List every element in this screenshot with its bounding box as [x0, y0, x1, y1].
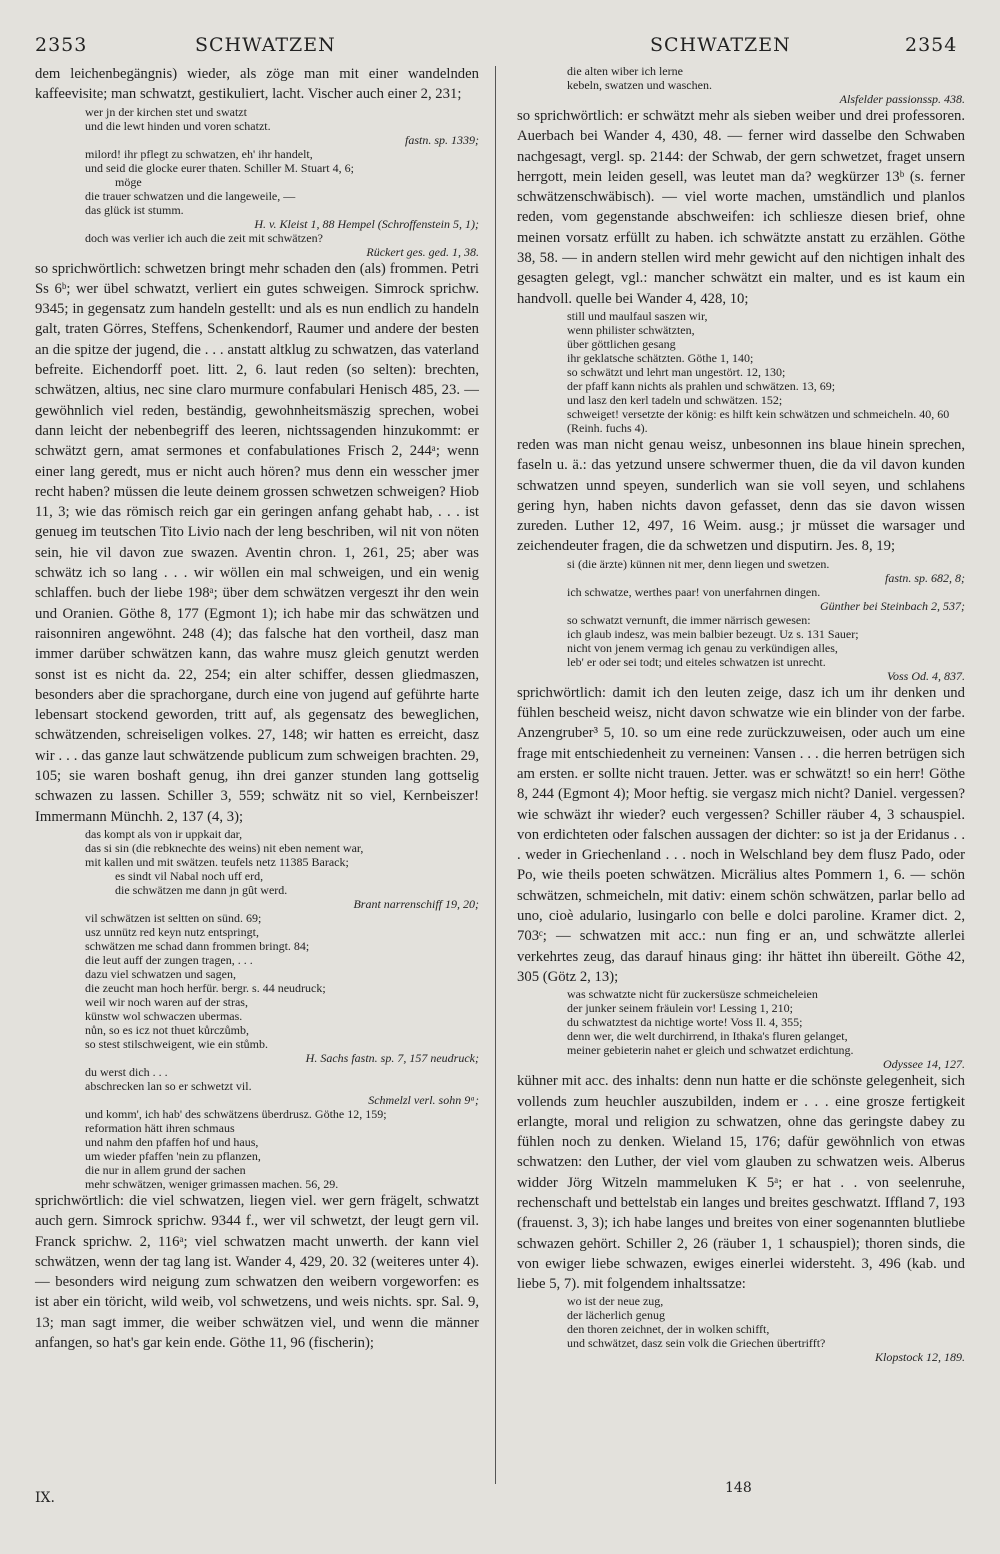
verse-line: der junker seinem fräulein vor! Lessing 1, 210;	[567, 1001, 793, 1016]
verse-line: die zeucht man hoch herfür. bergr. s. 44 neudruck;	[85, 980, 326, 995]
verse-line: wo ist der neue zug,	[567, 1294, 664, 1309]
verse-line: milord! ihr pflegt zu schwatzen, eh' ihr handelt,	[85, 146, 313, 161]
verse-line: schwätzen me schad dann frommen bringt. 84;	[85, 938, 310, 953]
verse-line: und seid die glocke eurer thaten. Schiller M. Stuart 4, 6;	[85, 160, 354, 175]
source-citation: H. v. Kleist 1, 88 Hempel (Schroffenstein 5, 1);	[254, 216, 479, 231]
source-citation: Günther bei Steinbach 2, 537;	[820, 598, 965, 613]
source-citation: fastn. sp. 682, 8;	[884, 570, 965, 585]
verse-line: ich schwatze, werthes paar! von unerfahrnen dingen.	[567, 584, 821, 599]
verse-line: und die lewt hinden und voren schatzt.	[85, 118, 271, 133]
verse-line: weil wir noch waren auf der stras,	[85, 994, 248, 1009]
verse-line: wenn philister schwätzten,	[567, 322, 695, 337]
verse-line: der lächerlich genug	[567, 1308, 665, 1323]
verse-line: reformation hätt ihren schmaus	[85, 1120, 235, 1135]
paragraph: dem leichenbegängnis) wieder, als zöge man mit einer wandelnden kaffeevisite; man schwatzt, gestikuliert, lacht. Vischer auch einer 2, 231;	[35, 66, 479, 103]
verse-line: was schwatzte nicht für zuckersüsze schmeicheleien	[567, 987, 818, 1002]
verse-line: usz unnütz red keyn nutz entspringt,	[85, 924, 259, 939]
verse-line: doch was verlier ich auch die zeit mit schwätzen?	[85, 230, 323, 245]
source-citation: Voss Od. 4, 837.	[886, 668, 965, 683]
verse-line: das kompt als von ir uppkait dar,	[85, 826, 243, 841]
source-citation: Odyssee 14, 127.	[883, 1057, 965, 1072]
verse-line: mehr schwätzen, weniger grimassen machen. 56, 29.	[85, 1176, 339, 1191]
source-citation: fastn. sp. 1339;	[404, 132, 479, 147]
verse-line: leb' er oder sei todt; und eiteles schwatzen ist unrecht.	[567, 654, 826, 669]
verse-line: so schwatzt vernunft, die immer närrisch gewesen:	[567, 612, 811, 627]
verse-line: das glück ist stumm.	[85, 202, 184, 217]
paragraph: kühner mit acc. des inhalts: denn nun hatte er die schönste gelegenheit, sich vollends zum heuchler auszubilden, indem er . . . eine grosze fertigkeit erlangte, moral und religion zu schwatzen, ohne das geringste dabey zu fühlen noch zu denken. Wieland 15, 176; dafür gewöhnlich von etwas schwatzen: den Luther, der viel vom glauben zu schwatzen weis. Alberus widder Jörg Witzeln mammeluken K 5ᵃ; er hat . . von seelenruhe, rechenschaft und bettelstab ein langes und breites geschwatzt. Iffland 7, 193 (frauenst. 3, 3); ich habe langes und breites von einer sogenannten blutliebe schwazen gehört. Schiller 2, 26 (räuber 1, 1 schauspiel); thoren sinds, die von ewiger liebe schwazen, ewiges einerlei widersteht. 3, 496 (kab. und liebe 5, 7). mit folgendem inhaltssatze:	[517, 1073, 965, 1293]
verse-line: dazu viel schwatzen und sagen,	[85, 966, 236, 981]
verse-line: das si sin (die rebknechte des weins) nit eben nement war,	[85, 840, 364, 855]
source-citation: Alsfelder passionssp. 438.	[839, 92, 965, 106]
verse-line: wer jn der kirchen stet und swatzt	[85, 104, 247, 119]
verse-line: ihr geklatsche schätzten. Göthe 1, 140;	[567, 350, 754, 365]
verse-line: die nur in allem grund der sachen	[85, 1162, 246, 1177]
verse-line: der pfaff kann nichts als prahlen und schwätzen. 13, 69;	[567, 378, 836, 393]
column-divider	[495, 66, 496, 1484]
verse-line: still und maulfaul saszen wir,	[567, 308, 708, 323]
verse-line: du schwatztest da nichtige worte! Voss Il. 4, 355;	[567, 1015, 803, 1030]
source-citation: Schmelzl verl. sohn 9ᵃ;	[368, 1092, 479, 1107]
verse-line: nicht von jenem vermag ich genau zu verkündigen alles,	[567, 640, 838, 655]
source-citation: H. Sachs fastn. sp. 7, 157 neudruck;	[305, 1050, 479, 1065]
verse-line: kebeln, swatzen und waschen.	[567, 78, 712, 92]
right-running-head: SCHWATZEN	[650, 34, 791, 56]
verse-line: denn wer, die welt durchirrend, in Ithaka's fluren gelanget,	[567, 1029, 848, 1044]
verse-line: die leut auff der zungen tragen, . . .	[85, 952, 253, 967]
verse-line: so schwätzt und lehrt man ungestört. 12, 130;	[567, 364, 786, 379]
verse-line: die alten wiber ich lerne	[567, 64, 683, 78]
verse-line: mit kallen und mit swätzen. teufels netz 11385 Barack;	[85, 854, 349, 869]
paragraph: sprichwörtlich: die viel schwatzen, liegen viel. wer gern frägelt, schwatzt auch gern. Simrock sprichw. 9344 f., wer vil schwetzt, der leugt gern vil. Franck sprichw. 2, 116ᵃ; viel schwatzen macht unwerth. der kann viel schwätzen, wenn der tag lang ist. Wander 4, 429, 20. 32 (weiteres unter 4). — besonders wird neigung zum schwatzen den weibern vorgeworfen: es ist aber ein töricht, wild weib, vol schwetzens, und weis nichts. spr. Sal. 9, 13; man sagt immer, die weiber schwätzen viel, und wenn die männer anfangen, so hat's gar kein ende. Göthe 11, 96 (fischerin);	[35, 1192, 479, 1351]
verse-line: künstw wol schwaczen ubermas.	[85, 1008, 243, 1023]
source-citation: Rückert ges. ged. 1, 38.	[366, 244, 479, 259]
right-page-number: 2354	[905, 34, 958, 56]
verse-line: und nahm den pfaffen hof und haus,	[85, 1134, 259, 1149]
paragraph: so sprichwörtlich: er schwätzt mehr als sieben weiber und drei professoren. Auerbach bei Wander 4, 430, 48. — ferner wird dasselbe den Schwaben nachgesagt, vergl. sp. 2144: der Schwab, der gern schwetzet, fraget unsern herrgott, mein leiden gesell, was leutet man da? wegkürzer 13ᵇ (s. ferner schwätzenschwäbisch). — viel worte machen, umständlich und planlos reden, vom gegenstande abschweifen: ich schliesze diesen brief, ohne meinen vorsatz erfüllt zu haben. ich schwätzte anstatt zu erzählen. Göthe 38, 58. — in andern stellen wird mehr gewicht auf den nichtigen inhalt des gesagten gelegt, vgl.: mancher schwätzt ein malter, und es ist kaum ein handvoll. quelle bei Wander 4, 428, 10;	[517, 108, 965, 307]
left-page-number: 2353	[35, 34, 88, 56]
sheet-number: 148	[725, 1480, 752, 1496]
paragraph: sprichwörtlich: damit ich den leuten zeige, dasz ich um ihr denken und fühlen bescheid weisz, nicht davon schwatze wie ein blinder von der farbe. Anzengruber³ 5, 10. so um eine rede zurückzuweisen, oder auch um eine frage mit entschiedenheit zu verneinen: Vansen . . . die herren betrügen sich am ersten. er sollte nicht trauen. Jetter. was er schwätzt! so ein herr! Göthe 8, 244 (Egmont 4); Moor heftig. sie vergasz mich nicht? Daniel. vergessen? wie schwäzt ihr wieder? euch vergessen? Schiller räuber 4, 3 schauspiel. von erdichteten oder falschen aussagen der dichter: so ist ja der Eridanus . . . weder in Griechenland . . . noch in Welschland bey dem flusz Pado, oder Po, wie theils poeten schwätzen. Micrälius altes Pommern 1, 6. — schön schwätzen, schmeicheln, mit dativ: einem schön schwätzen, parlar bello ad uno, cioè adulario, lusingarlo con belle e dolci paroline. Kramer dict. 2, 703ᶜ; — schwatzen mit acc.: nun fing er an, und schwätzte allerlei verkehrtes zeug, das darauf hinaus ging: ihr hättet ihn übereilt. Göthe 42, 305 (Götz 2, 13);	[517, 684, 965, 985]
verse-line: über göttlichen gesang	[567, 336, 676, 351]
verse-line: die trauer schwatzen und die langeweile, —	[85, 188, 296, 203]
signature-mark: IX.	[35, 1490, 55, 1506]
verse-line: nůn, so es icz not thuet kůrczůmb,	[85, 1022, 249, 1037]
verse-line: den thoren zeichnet, der in wolken schifft,	[567, 1322, 770, 1337]
paragraph: so sprichwörtlich: schwetzen bringt mehr schaden den (als) frommen. Petri Ss 6ᵇ; wer übel schwatzt, verliert ein gutes schweigen. Simrock sprichw. 9345; in gegensatz zum handeln gestellt: und als es nun endlich zu handeln galt, traten Görres, Steffens, Schenkendorf, Raumer und andere der besten an die spitze der jugend, die . . . anstatt altklug zu schwatzen, das vaterland befreite. Eichendorff poet. litt. 2, 6. laut reden (so selten): brechten, schwätzen, altius, nec sine claro murmure confabulari Henisch 485, 23. — gewöhnlich viel reden, beständig, gewohnheitsmäszig sprechen, wobei dann leicht der nebenbegriff des leeren, nichtssagenden hinzukommt: er schwätzt gern, amat sermones et confabulationes Frisch 2, 244ᵃ; wenn einer lang geredt, mus er nicht auch hören? mus denn ein wesscher jmer recht haben? müssen die leute deinem grossen schwetzen schweigen? Hiob 11, 3; wie das römisch reich gar ein geringen anfang gehabt hab, . . . ist genueg im teutschen Tito Livio nach der leng beschriben, wil nit von nöten sein, hie vil davon zue swazen. Aventin chron. 1, 261, 25; aber was schwätz ich so lang . . . wir wöllen ein mal schweigen, und ein wenig schlaffen. buch der liebe 198ᵃ; über dem schwätzen vergeszt ihr den wein und Oranien. Göthe 8, 177 (Egmont 1); ich habe mir das schwätzen und raisonniren angewöhnt. 248 (4); das falsche hat den vortheil, dasz man immer darüber schwätzen kann, das wahre musz gleich genutzt werden sonst ist es nicht da. 22, 254; ein alter schiffer, dessen gliedmaszen, besonders aber die sprachorgane, durch eine von jugend auf geführte harte lebensart stockend geworden, tritt auf, als gegensatz des beweglichen, schwätzenden, schreiseligen volkes. 27, 148; wir hatten es erreicht, dasz wir . . . das ganze laut schwätzende publicum zum schweigen brachten. 29, 105; sie waren boshaft genug, ihn drei ganzer stunden lang gottselig schwazen zu lassen. Schiller 3, 559; schwätz nit so viel, Kernbeiszer! Immermann Münchh. 2, 137 (4, 3);	[35, 260, 479, 825]
verse-line: und schwätzet, dasz sein volk die Griechen übertrifft?	[567, 1336, 826, 1351]
verse-line: so stest stilschweigent, wie ein stůmb.	[85, 1036, 268, 1051]
left-running-head: SCHWATZEN	[195, 34, 336, 56]
right-column	[517, 64, 965, 1364]
left-column	[35, 64, 479, 1353]
verse-line: und lasz den kerl tadeln und schwätzen. 152;	[567, 392, 783, 407]
verse-line: ich glaub indesz, was mein balbier bezeugt. Uz s. 131 Sauer;	[567, 626, 859, 641]
verse-line: möge	[115, 174, 142, 189]
verse-line: es sindt vil Nabal noch uff erd,	[115, 868, 264, 883]
verse-line: abschrecken lan so er schwetzt vil.	[85, 1078, 252, 1093]
verse-line: um wieder pfaffen 'nein zu pflanzen,	[85, 1148, 261, 1163]
verse-line: si (die ärzte) künnen nit mer, denn liegen und swetzen.	[567, 556, 830, 571]
source-citation: Klopstock 12, 189.	[875, 1350, 965, 1365]
verse-line: vil schwätzen ist seltten on sünd. 69;	[85, 910, 262, 925]
paragraph: reden was man nicht genau weisz, unbesonnen ins blaue hinein sprechen, faseln u. ä.: das yetzund unsere schwermer thuen, die da vil davon kunden schwatzen unnd speyen, sunderlich wan sie voll seyen, und schlahens gering hyn, haben nichts davon gefasset, denn das sie davon wissen zureden. Luther 12, 497, 16 Weim. ausg.; jr müsset die warsager und zeichendeuter fragen, die da schwetzen und disputirn. Jes. 8, 19;	[517, 436, 965, 555]
verse-line: die schwätzen me dann jn gût werd.	[115, 882, 288, 897]
verse-line: schweiget! versetzte der könig: es hilft kein schwätzen und schmeicheln. 40, 60 (Reinh. fuchs 4).	[567, 406, 950, 435]
verse-line: meiner gebieterin nahet er gleich und schwatzet erdichtung.	[567, 1043, 854, 1058]
verse-line: du werst dich . . .	[85, 1064, 168, 1079]
verse-line: und komm', ich hab' des schwätzens überdrusz. Göthe 12, 159;	[85, 1106, 387, 1121]
source-citation: Brant narrenschiff 19, 20;	[353, 896, 479, 911]
